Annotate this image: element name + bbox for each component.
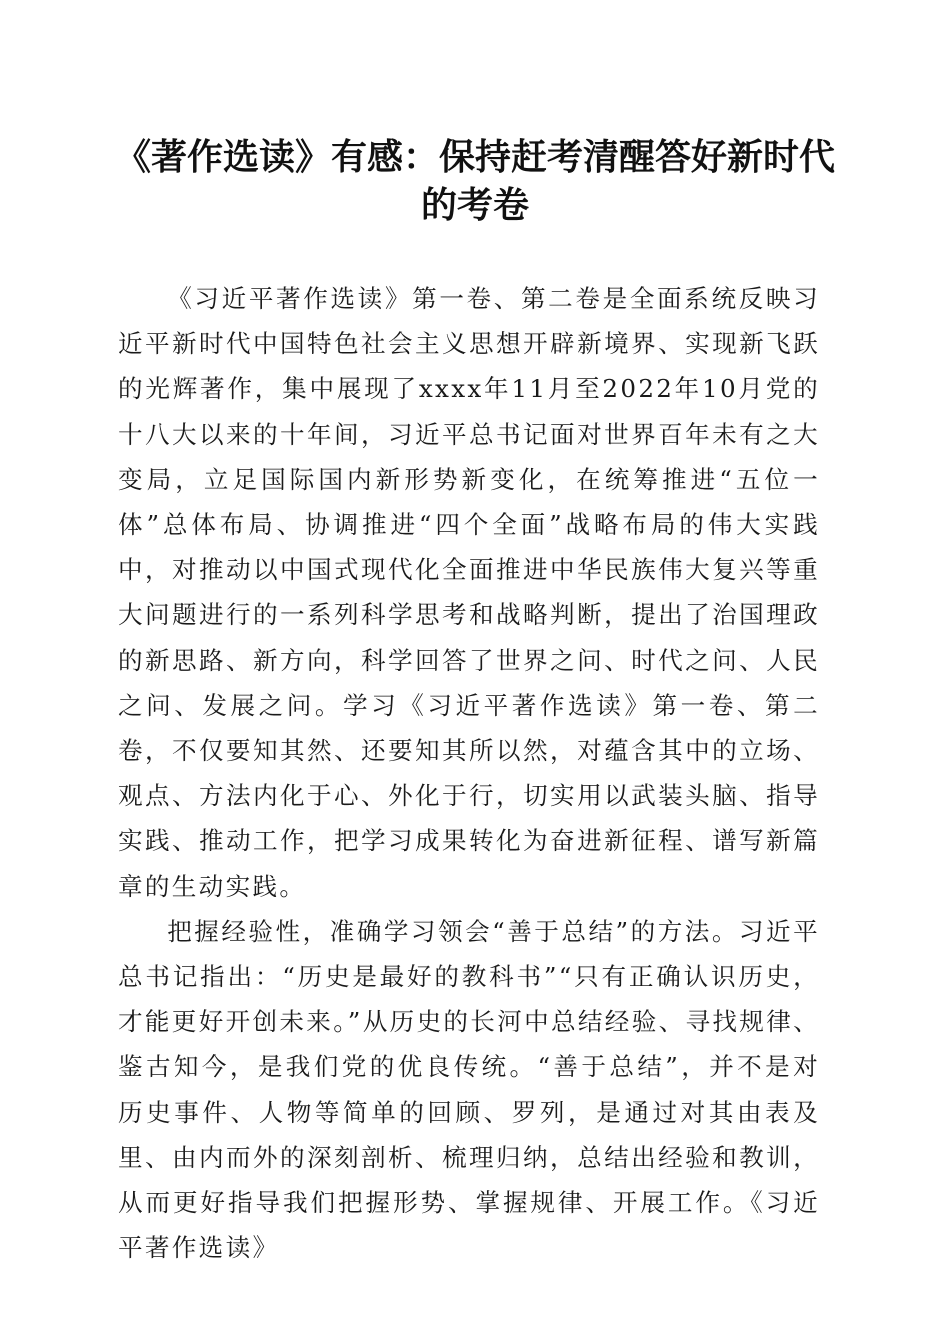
paragraph-1: 《习近平著作选读》第一卷、第二卷是全面系统反映习近平新时代中国特色社会主义思想开辟新境界、实现新飞跃的光辉著作，集中展现了xxxx年11月至2022年10月党的十八大以来的十年间，习近平总书记面对世界百年未有之大变局，立足国际国内新形势新变化，在统筹推进“五位一体”总体布局、协调推进“四个全面”战略布局的伟大实践中，对推动以中国式现代化全面推进中华民族伟大复兴等重大问题进行的一系列科学思考和战略判断，提出了治国理政的新思路、新方向，科学回答了世界之问、时代之问、人民之问、发展之问。学习《习近平著作选读》第一卷、第二卷，不仅要知其然、还要知其所以然，对蕴含其中的立场、观点、方法内化于心、外化于行，切实用以武装头脑、指导实践、推动工作，把学习成果转化为奋进新征程、谱写新篇章的生动实践。 [118,284,820,901]
paragraph-2: 把握经验性，准确学习领会“善于总结”的方法。习近平总书记指出：“历史是最好的教科书”“只有正确认识历史，才能更好开创未来。”从历史的长河中总结经验、寻找规律、鉴古知今，是我们党的优良传统。“善于总结”，并不是对历史事件、人物等简单的回顾、罗列，是通过对其由表及里、由内而外的深刻剖析、梳理归纳，总结出经验和教训，从而更好指导我们把握形势、掌握规律、开展工作。《习近平著作选读》 [118,916,820,1263]
document-body [118,276,820,1270]
document-title: 《著作选读》有感：保持赶考清醒答好新时代的考卷 [114,136,835,226]
